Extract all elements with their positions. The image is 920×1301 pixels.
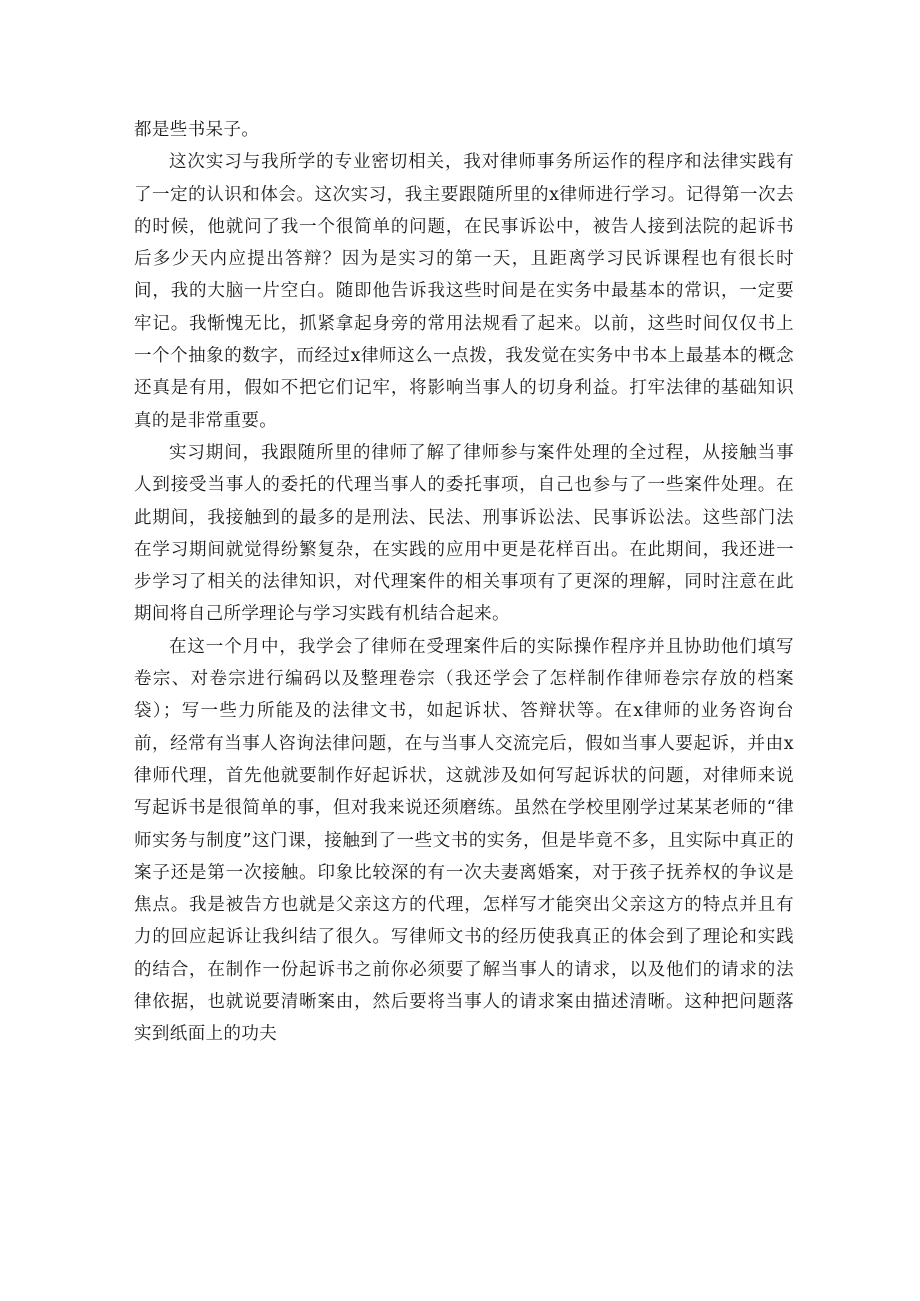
document-body xyxy=(134,114,794,1051)
paragraph-internship-period: 实习期间，我跟随所里的律师了解了律师参与案件处理的全过程，从接触当事人到接受当事人的委托的代理当事人的委托事项，自己也参与了一些案件处理。在此期间，我接触到的最多的是刑法、民法、刑事诉讼法、民事诉讼法。这些部门法在学习期间就觉得纷繁复杂，在实践的应用中更是花样百出。在此期间，我还进一步学习了相关的法律知识，对代理案件的相关事项有了更深的理解，同时注意在此期间将自己所学理论与学习实践有机结合起来。 xyxy=(134,442,794,625)
paragraph-this-month: 在这一个月中，我学会了律师在受理案件后的实际操作程序并且协助他们填写卷宗、对卷宗进行编码以及整理卷宗（我还学会了怎样制作律师卷宗存放的档案袋）；写一些力所能及的法律文书，如起诉状、答辩状等。在x律师的业务咨询台前，经常有当事人咨询法律问题，在与当事人交流完后，假如当事人要起诉，并由x律师代理，首先他就要制作好起诉状，这就涉及如何写起诉状的问题，对律师来说写起诉书是很简单的事，但对我来说还须磨练。虽然在学校里刚学过某某老师的“律师实务与制度”这门课，接触到了一些文书的实务，但是毕竟不多，且实际中真正的案子还是第一次接触。印象比较深的有一次夫妻离婚案，对于孩子抚养权的争议是焦点。我是被告方也就是父亲这方的代理，怎样写才能突出父亲这方的特点并且有力的回应起诉让我纠结了很久。写律师文书的经历使我真正的体会到了理论和实践的结合，在制作一份起诉书之前你必须要了解当事人的请求，以及他们的请求的法律依据，也就说要清晰案由，然后要将当事人的请求案由描述清晰。这种把问题落实到纸面上的功夫 xyxy=(134,636,794,1045)
paragraph-internship-relevance: 这次实习与我所学的专业密切相关，我对律师事务所运作的程序和法律实践有了一定的认识和体会。这次实习，我主要跟随所里的x律师进行学习。记得第一次去的时候，他就问了我一个很简单的问题，在民事诉讼中，被告人接到法院的起诉书后多少天内应提出答辩？因为是实习的第一天，且距离学习民诉课程也有很长时间，我的大脑一片空白。随即他告诉我这些时间是在实务中最基本的常识，一定要牢记。我惭愧无比，抓紧拿起身旁的常用法规看了起来。以前，这些时间仅仅书上一个个抽象的数字，而经过x律师这么一点拨，我发觉在实务中书本上最基本的概念还真是有用，假如不把它们记牢，将影响当事人的切身利益。打牢法律的基础知识真的是非常重要。 xyxy=(134,152,794,431)
paragraph-continuation: 都是些书呆子。 xyxy=(134,120,260,140)
